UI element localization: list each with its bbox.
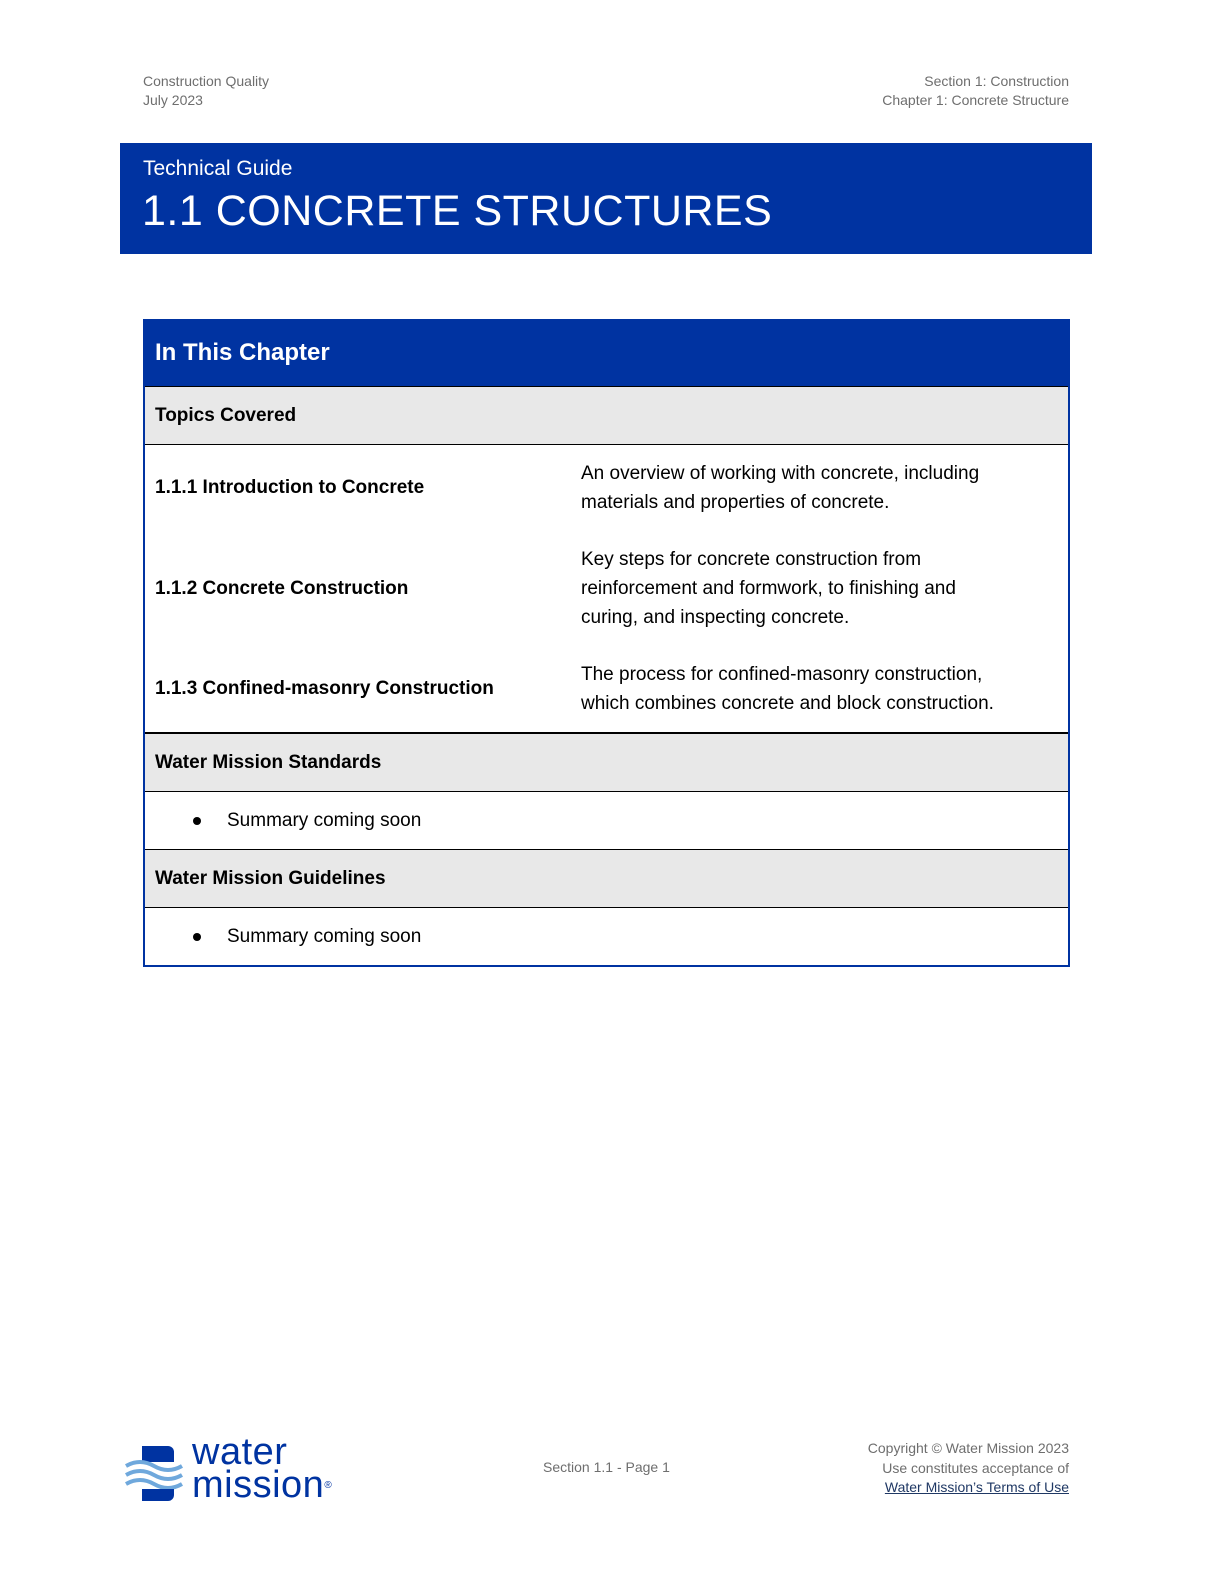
logo-mark-icon: [124, 1442, 188, 1504]
topic-description: [581, 660, 1031, 718]
topic-name: 1.1.1 Introduction to Concrete: [155, 477, 425, 498]
terms-prefix: Use constitutes acceptance of: [882, 1459, 1069, 1476]
topic-desc-line: which combines concrete and block construction.: [581, 693, 994, 714]
topic-name: 1.1.3 Confined-masonry Construction: [155, 678, 494, 699]
topic-description: [581, 459, 1031, 517]
page-number: Section 1.1 - Page 1: [543, 1459, 670, 1475]
topic-row: [145, 459, 1068, 517]
standards-item-text: Summary coming soon: [227, 809, 422, 831]
doc-date: July 2023: [143, 92, 203, 108]
terms-of-use-link[interactable]: Water Mission’s Terms of Use: [884, 1479, 1069, 1495]
water-mission-logo: [124, 1431, 354, 1510]
guidelines-item-text: Summary coming soon: [227, 925, 422, 947]
footer-copyright-block: [868, 1439, 1069, 1498]
chapter-heading: In This Chapter: [145, 319, 1068, 387]
topic-desc-line: reinforcement and formwork, to finishing and: [581, 578, 956, 599]
section-label: Section 1: Construction: [924, 73, 1069, 89]
topics-list: [145, 445, 1068, 734]
bullet-icon: [193, 933, 201, 941]
topic-desc-line: materials and properties of concrete.: [581, 492, 890, 513]
banner-kicker: Technical Guide: [143, 157, 293, 180]
bullet-icon: [193, 817, 201, 825]
topics-heading: Topics Covered: [145, 387, 1068, 445]
topic-row: [145, 545, 1068, 632]
topic-desc-line: Key steps for concrete construction from: [581, 549, 922, 570]
standards-heading: Water Mission Standards: [145, 734, 1068, 792]
header-left: [143, 72, 269, 110]
doc-subject: Construction Quality: [143, 73, 270, 89]
chapter-box: [143, 319, 1070, 967]
logo-word-mission: mission: [192, 1464, 325, 1506]
topic-row: [145, 660, 1068, 718]
chapter-label: Chapter 1: Concrete Structure: [882, 92, 1069, 108]
copyright-text: Copyright © Water Mission 2023: [867, 1440, 1069, 1456]
topic-desc-line: curing, and inspecting concrete.: [581, 607, 850, 628]
standards-item: [145, 792, 1068, 850]
page-title: 1.1 CONCRETE STRUCTURES: [142, 187, 773, 235]
logo-wordmark: [192, 1431, 333, 1506]
logo-word-water: water: [192, 1431, 288, 1473]
registered-mark: ®: [324, 1480, 333, 1491]
topic-desc-line: An overview of working with concrete, including: [581, 463, 980, 484]
guidelines-item: [145, 908, 1068, 965]
topic-name: 1.1.2 Concrete Construction: [155, 577, 409, 599]
topic-description: [581, 545, 1031, 632]
logo-word-mission-row: [192, 1464, 333, 1506]
topic-desc-line: The process for confined-masonry construction,: [581, 664, 983, 685]
header-right: [882, 72, 1069, 110]
title-banner: [120, 143, 1092, 254]
guidelines-heading: Water Mission Guidelines: [145, 850, 1068, 908]
